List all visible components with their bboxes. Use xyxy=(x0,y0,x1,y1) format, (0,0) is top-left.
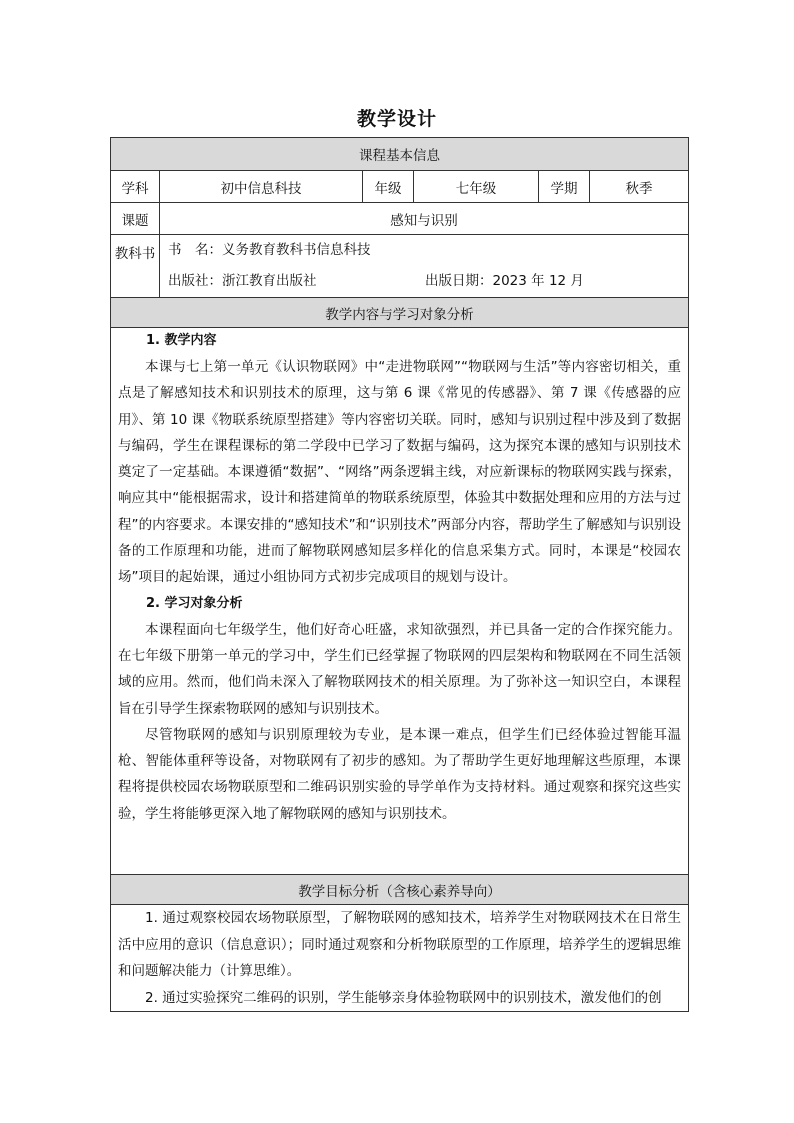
learner-paragraph-2: 尽管物联网的感知与识别原理较为专业，是本课一难点，但学生们已经体验过智能耳温枪、智能体重秤等设备，对物联网有了初步的感知。为了帮助学生更好地理解这些原理，本课程将提供校园农场物联原型和二维码识别实验的导学单作为支持材料。通过观察和探究这些实验，学生将能够更深入地了解物联网的感知与识别技术。 xyxy=(118,726,682,822)
goal-1: 1. 通过观察校园农场物联原型，了解物联网的感知技术，培养学生对物联网技术在日常生活中应用的意识（信息意识）；同时通过观察和分析物联原型的工作原理，培养学生的逻辑思维和问题解决能力（计算思维）。 xyxy=(118,910,682,979)
topic-value: 感知与识别 xyxy=(160,203,689,235)
grade-label: 年级 xyxy=(363,171,414,203)
goals-content xyxy=(111,905,689,1012)
term-label: 学期 xyxy=(539,171,590,203)
lesson-plan-table xyxy=(110,137,689,1012)
analysis-content xyxy=(111,328,689,875)
learner-heading: 2. 学习对象分析 xyxy=(146,595,243,611)
publisher: 出版社：浙江教育出版社 xyxy=(168,273,317,289)
section-goals: 教学目标分析（含核心素养导向） xyxy=(111,875,689,905)
textbook-label: 教科书 xyxy=(111,235,160,298)
page-title: 教学设计 xyxy=(356,108,437,130)
publisher-line xyxy=(168,266,680,297)
learner-paragraph-1: 本课程面向七年级学生，他们好奇心旺盛，求知欲强烈，并已具备一定的合作探究能力。在七年级下册第一单元的学习中，学生们已经掌握了物联网的四层架构和物联网在不同生活领域的应用。然而，他们尚未深入了解物联网技术的相关原理。为了弥补这一知识空白，本课程旨在引导学生探索物联网的感知与识别技术。 xyxy=(118,621,682,717)
term-value: 秋季 xyxy=(590,171,689,203)
book-name: 书 名：义务教育教科书信息科技 xyxy=(168,242,371,258)
content-paragraph: 本课与七上第一单元《认识物联网》中“走进物联网”“物联网与生活”等内容密切相关，重点是了解感知技术和识别技术的原理，这与第 6 课《常见的传感器》、第 7 课《传感器的应用》、第 10 课《物联系统原型搭建》等内容密切关联。同时，感知与识别过程中涉及到了数据与编码，学生在课程课标的第二学段中已学习了数据与编码，这为探究本课的感知与识别技术奠定了一定基础。本课遵循“数据”、“网络”两条逻辑主线，对应新课标的物联网实践与探索，响应其中“能根据需求，设计和搭建简单的物联系统原型，体验其中数据处理和应用的方法与过程”的内容要求。本课安排的“感知技术”和“识别技术”两部分内容，帮助学生了解感知与识别设备的工作原理和功能，进而了解物联网感知层多样化的信息采集方式。同时，本课是“校园农场”项目的起始课，通过小组协同方式初步完成项目的规划与设计。 xyxy=(118,359,682,586)
grade-value: 七年级 xyxy=(414,171,539,203)
section-content-analysis: 教学内容与学习对象分析 xyxy=(111,298,689,328)
content-heading: 1. 教学内容 xyxy=(146,333,217,348)
publish-date: 出版日期：2023 年 12 月 xyxy=(425,273,584,289)
goal-2: 2. 通过实验探究二维码的识别，学生能够亲身体验物联网中的识别技术，激发他们的创 xyxy=(145,989,662,1006)
subject-label: 学科 xyxy=(111,171,160,203)
section-basic-info: 课程基本信息 xyxy=(111,138,689,171)
topic-label: 课题 xyxy=(111,203,160,235)
subject-value: 初中信息科技 xyxy=(160,171,363,203)
textbook-info xyxy=(160,235,689,298)
